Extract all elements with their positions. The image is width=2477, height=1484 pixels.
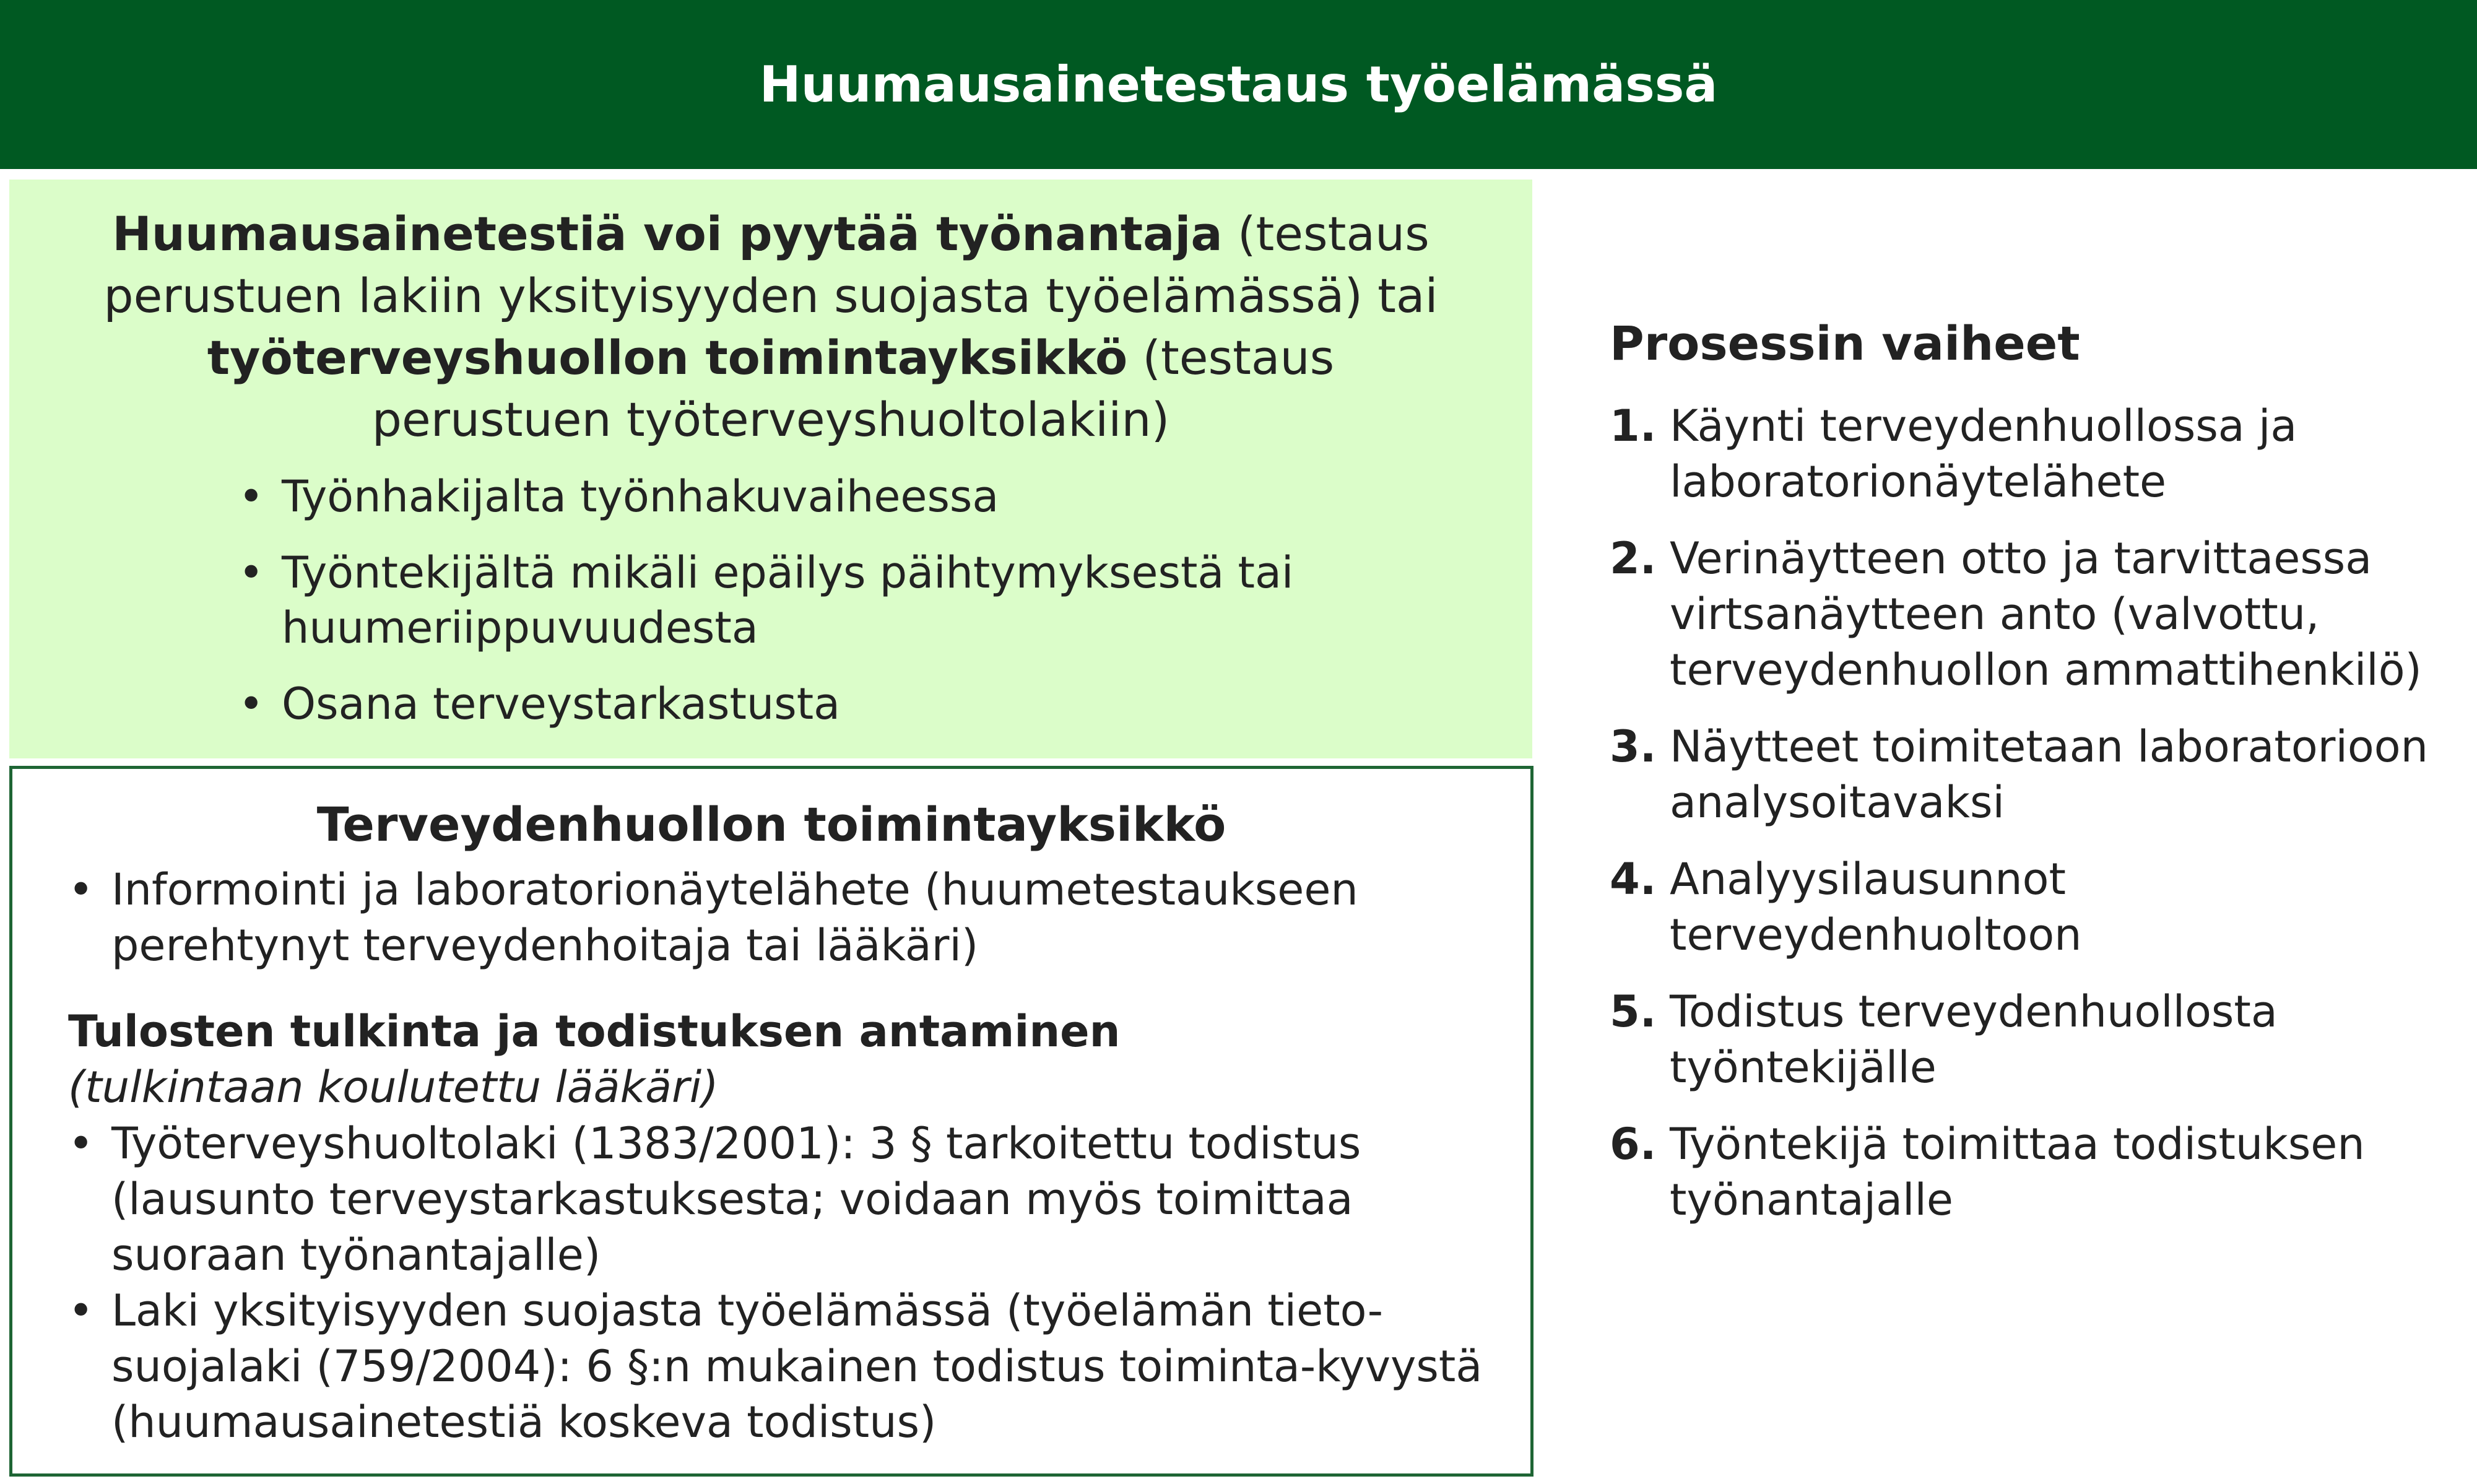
intro-health-unit-basis: (testaus perustuen työterveyshuoltolakiin) [371,330,1335,447]
list-item: • Työntekijältä mikäli epäilys päihtymyksestä tai huumeriippuvuudesta [238,545,1446,656]
health-unit-list [68,862,1492,973]
requester-box [9,180,1532,758]
list-item: • Työnhakijalta työnhakuvaiheessa [238,469,1446,524]
step-number: 4. [1610,854,1657,905]
certificate-list [68,1116,1492,1450]
step-number: 3. [1610,721,1657,772]
process-step [1610,851,2473,963]
step-number: 2. [1610,533,1657,584]
list-item: • Osana terveystarkastusta [238,677,1446,732]
health-unit-box [9,766,1533,1477]
step-text: Työntekijä toimittaa todistuksen työnantajalle [1670,1119,2365,1225]
intro-health-unit: työterveyshuollon toimintayksikkö [207,330,1128,385]
requester-intro [84,203,1458,451]
process-title: Prosessin vaiheet [1610,316,2080,371]
list-item: • Laki yksityisyyden suojasta työelämässä (työelämän tieto-suojalaki (759/2004): 6 §:n mukainen todistus toiminta-kyvystä (huumausainetestiä koskeva todistus) [68,1283,1492,1450]
intro-employer-basis: (testaus perustuen lakiin yksityisyyden suojasta työelämässä) tai [103,206,1438,323]
results-subheading-note: (tulkintaan koulutettu lääkäri) [68,1062,719,1113]
step-number: 1. [1610,401,1657,451]
list-item: • Informointi ja laboratorionäytelähete (huumetestaukseen perehtynyt terveydenhoitaja tai lääkäri) [68,862,1492,973]
step-text: Näytteet toimitetaan laboratorioon analysoitavaksi [1670,721,2428,828]
step-text: Analyysilausunnot terveydenhuoltoon [1670,854,2082,960]
step-text: Käynti terveydenhuollossa ja laboratorionäytelähete [1670,401,2297,507]
step-text: Todistus terveydenhuollosta työntekijälle [1670,986,2278,1093]
results-subheading: Tulosten tulkinta ja todistuksen antaminen [68,1006,1121,1057]
requester-list [238,469,1446,753]
process-step [1610,719,2473,830]
process-step [1610,398,2473,510]
step-number: 6. [1610,1119,1657,1169]
intro-employer: Huumausainetestiä voi pyytää työnantaja [112,206,1223,261]
step-number: 5. [1610,986,1657,1037]
header-banner [0,0,2477,169]
page-title: Huumausainetestaus työelämässä [759,56,1718,113]
process-step [1610,531,2473,698]
process-step [1610,1116,2473,1228]
step-text: Verinäytteen otto ja tarvittaessa virtsanäytteen anto (valvottu, terveydenhuollon ammattihenkilö) [1670,533,2422,695]
list-item: • Työterveyshuoltolaki (1383/2001): 3 § tarkoitettu todistus (lausunto terveystarkastuksesta; voidaan myös toimittaa suoraan työnantajalle) [68,1116,1492,1283]
process-steps [1610,398,2473,1249]
health-unit-title: Terveydenhuollon toimintayksikkö [316,797,1226,852]
process-step [1610,984,2473,1095]
